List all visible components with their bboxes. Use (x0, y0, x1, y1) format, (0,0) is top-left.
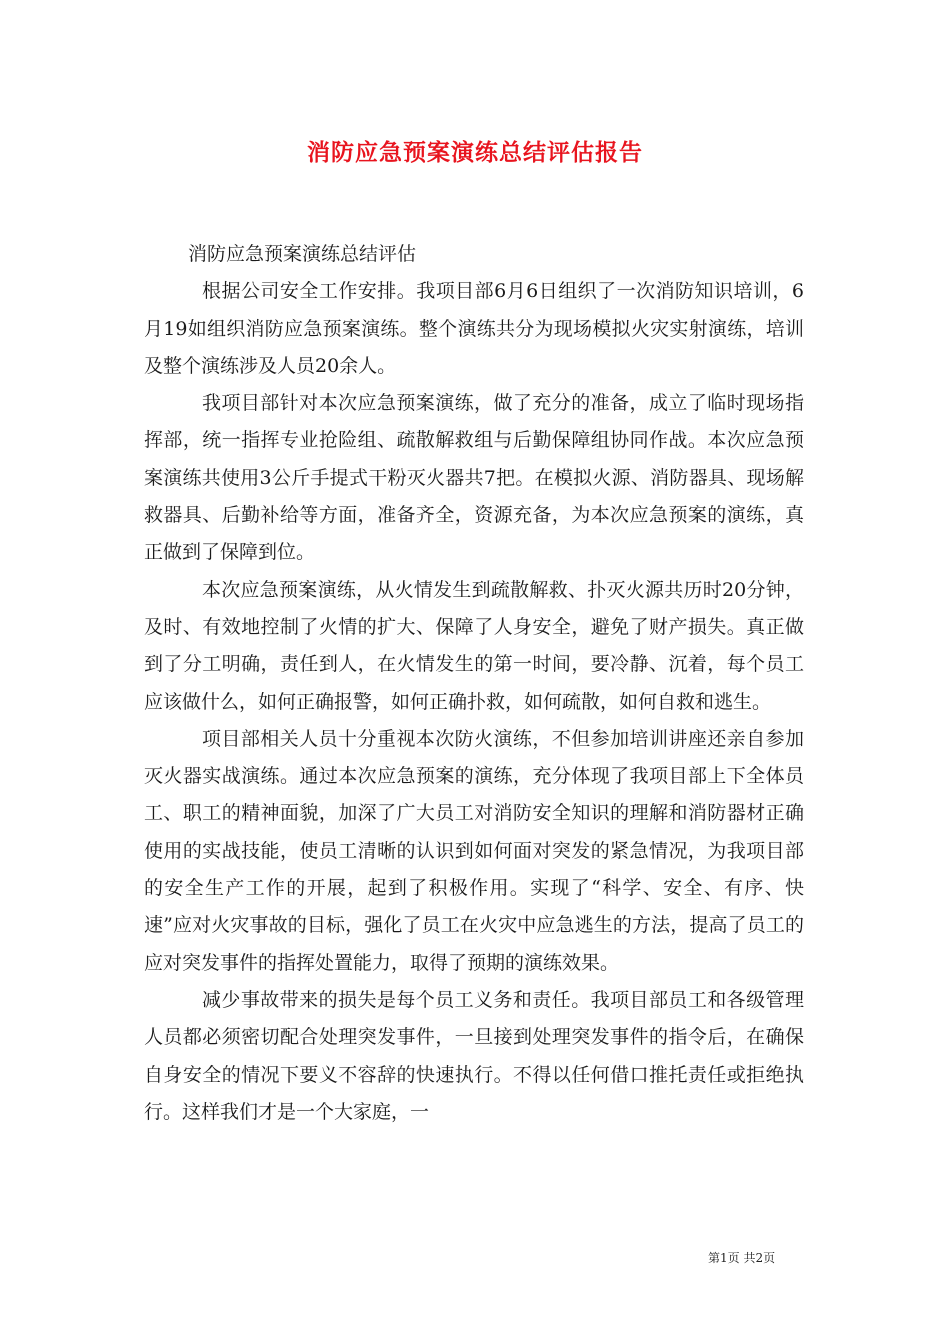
paragraph: 减少事故带来的损失是每个员工义务和责任。我项目部员工和各级管理人员都必须密切配合处理突发事件，一旦接到处理突发事件的指令后，在确保自身安全的情况下要义不容辞的快速执行。不得以任何借口推托责任或拒绝执行。这样我们才是一个大家庭，一 (144, 988, 804, 1123)
paragraph: 根据公司安全工作安排。我项目部6月6日组织了一次消防知识培训，6月19如组织消防应急预案演练。整个演练共分为现场模拟火灾实射演练，培训及整个演练涉及人员20余人。 (144, 280, 804, 377)
paragraph: 项目部相关人员十分重视本次防火演练，不但参加培训讲座还亲自参加灭火器实战演练。通过本次应急预案的演练，充分体现了我项目部上下全体员工、职工的精神面貌，加深了广大员工对消防安全知识的理解和消防器材正确使用的实战技能，使员工清晰的认识到如何面对突发的紧急情况，为我项目部的安全生产工作的开展，起到了积极作用。实现了“科学、安全、有序、快速”应对火灾事故的目标，强化了员工在火灾中应急逃生的方法，提高了员工的应对突发事件的指挥处置能力，取得了预期的演练效果。 (144, 727, 804, 974)
document-subtitle: 消防应急预案演练总结评估 (188, 243, 417, 265)
paragraph: 我项目部针对本次应急预案演练，做了充分的准备，成立了临时现场指挥部，统一指挥专业抢险组、疏散解救组与后勤保障组协同作战。本次应急预案演练共使用3公斤手提式干粉灭火器共7把。在模拟火源、消防器具、现场解救器具、后勤补给等方面，准备齐全，资源充备，为本次应急预案的演练，真正做到了保障到位。 (144, 392, 804, 564)
paragraph: 本次应急预案演练，从火情发生到疏散解救、扑灭火源共历时20分钟，及时、有效地控制了火情的扩大、保障了人身安全，避免了财产损失。真正做到了分工明确，责任到人，在火情发生的第一时间，要冷静、沉着，每个员工应该做什么，如何正确报警，如何正确扑救，如何疏散，如何自救和逃生。 (144, 578, 804, 713)
document-title: 消防应急预案演练总结评估报告 (307, 139, 643, 166)
page-number: 第1页 共2页 (708, 1251, 776, 1265)
document-body (144, 236, 804, 1131)
